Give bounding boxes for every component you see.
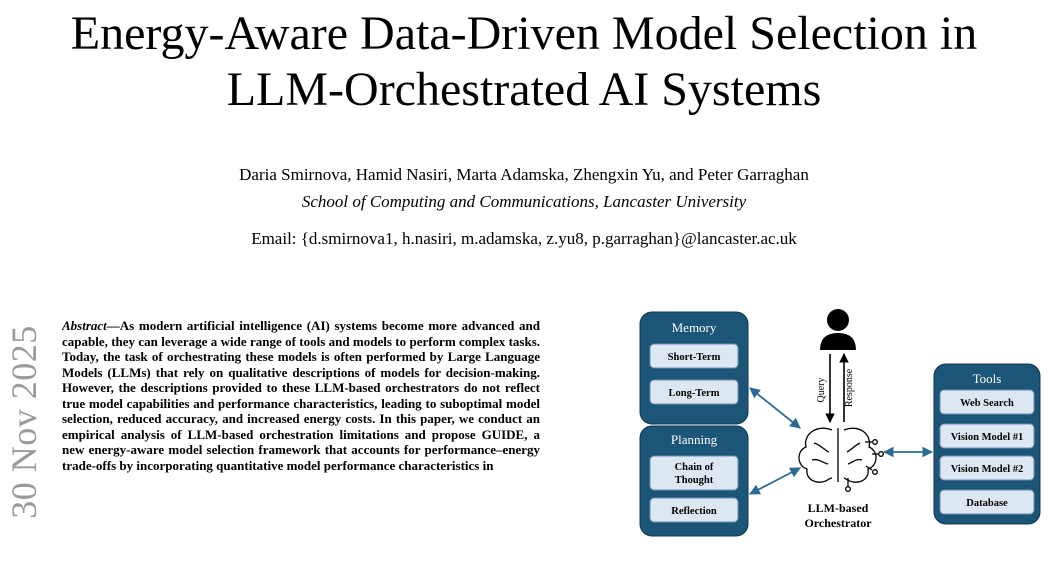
orchestrator-label <box>804 501 872 530</box>
tools-item-vision-model-2 <box>940 456 1034 480</box>
svg-text:Reflection: Reflection <box>671 506 717 517</box>
svg-text:Chain of: Chain of <box>674 462 714 473</box>
affiliation: School of Computing and Communications, Lancaster University <box>301 192 747 211</box>
planning-title: Planning <box>670 432 718 447</box>
memory-item-long-term <box>650 380 738 404</box>
tools-item-web-search <box>940 390 1034 414</box>
memory-title: Memory <box>671 320 717 335</box>
abstract-body: —As modern artificial intelligence (AI) systems become more advanced and capable, they can leverage a wide range of tools and models to perform complex tasks. Today, the task of orchestrating these models is often performed by Large Language Models (LLMs) that rely on qualitative descriptions of models for decision-making. However, the descriptions provided to these LLM-based orchestrators do not reflect true model capabilities and performance characteristics, leading to suboptimal model selection, reduced accuracy, and increased energy costs. In this paper, we conduct an empirical analysis of LLM-based orchestration limitations and propose GUIDE, a new energy-aware model selection framework that accounts for performance–energy trade-offs by incorporating quantitative model performance characteristics in <box>62 318 540 473</box>
query-arrow <box>816 354 830 422</box>
abstract-heading: Abstract <box>62 318 107 333</box>
abstract <box>62 318 540 561</box>
user-icon <box>820 309 856 350</box>
svg-text:LLM-based: LLM-based <box>807 501 869 515</box>
svg-text:Thought: Thought <box>674 475 714 486</box>
svg-text:Database: Database <box>966 498 1008 509</box>
memory-panel <box>640 312 748 424</box>
tools-title: Tools <box>972 371 1002 386</box>
tools-item-vision-model-1 <box>940 424 1034 448</box>
response-arrow <box>844 354 855 422</box>
svg-text:Vision Model #2: Vision Model #2 <box>950 464 1024 475</box>
arxiv-date-stamp: 30 Nov 2025 <box>4 325 44 519</box>
planning-panel <box>640 426 748 536</box>
memory-item-short-term <box>650 344 738 368</box>
author-emails: Email: {d.smirnova1, h.nasiri, m.adamska, z.yu8, p.garraghan}@lancaster.ac.uk <box>251 229 797 248</box>
response-label: Response <box>844 368 855 408</box>
paper-title <box>0 6 1048 118</box>
planning-item-chain-of-thought <box>650 456 738 490</box>
architecture-figure <box>610 300 1048 561</box>
tools-item-database <box>940 490 1034 514</box>
brain-icon <box>799 428 883 491</box>
author-list: Daria Smirnova, Hamid Nasiri, Marta Adamska, Zhengxin Yu, and Peter Garraghan <box>239 165 809 184</box>
svg-text:Vision Model #1: Vision Model #1 <box>950 432 1024 443</box>
svg-text:Short-Term: Short-Term <box>667 352 721 363</box>
planning-orchestrator-arrow <box>750 468 800 494</box>
architecture-diagram <box>610 300 1048 561</box>
query-label: Query <box>816 377 827 403</box>
svg-text:Orchestrator: Orchestrator <box>804 516 872 530</box>
svg-text:Web Search: Web Search <box>960 398 1014 409</box>
title-line-1: Energy-Aware Data-Driven Model Selection in <box>70 7 978 60</box>
tools-panel <box>934 364 1040 524</box>
title-line-2: LLM-Orchestrated AI Systems <box>226 63 822 116</box>
svg-text:Long-Term: Long-Term <box>668 388 720 399</box>
planning-item-reflection <box>650 498 738 522</box>
memory-orchestrator-arrow <box>750 388 800 428</box>
